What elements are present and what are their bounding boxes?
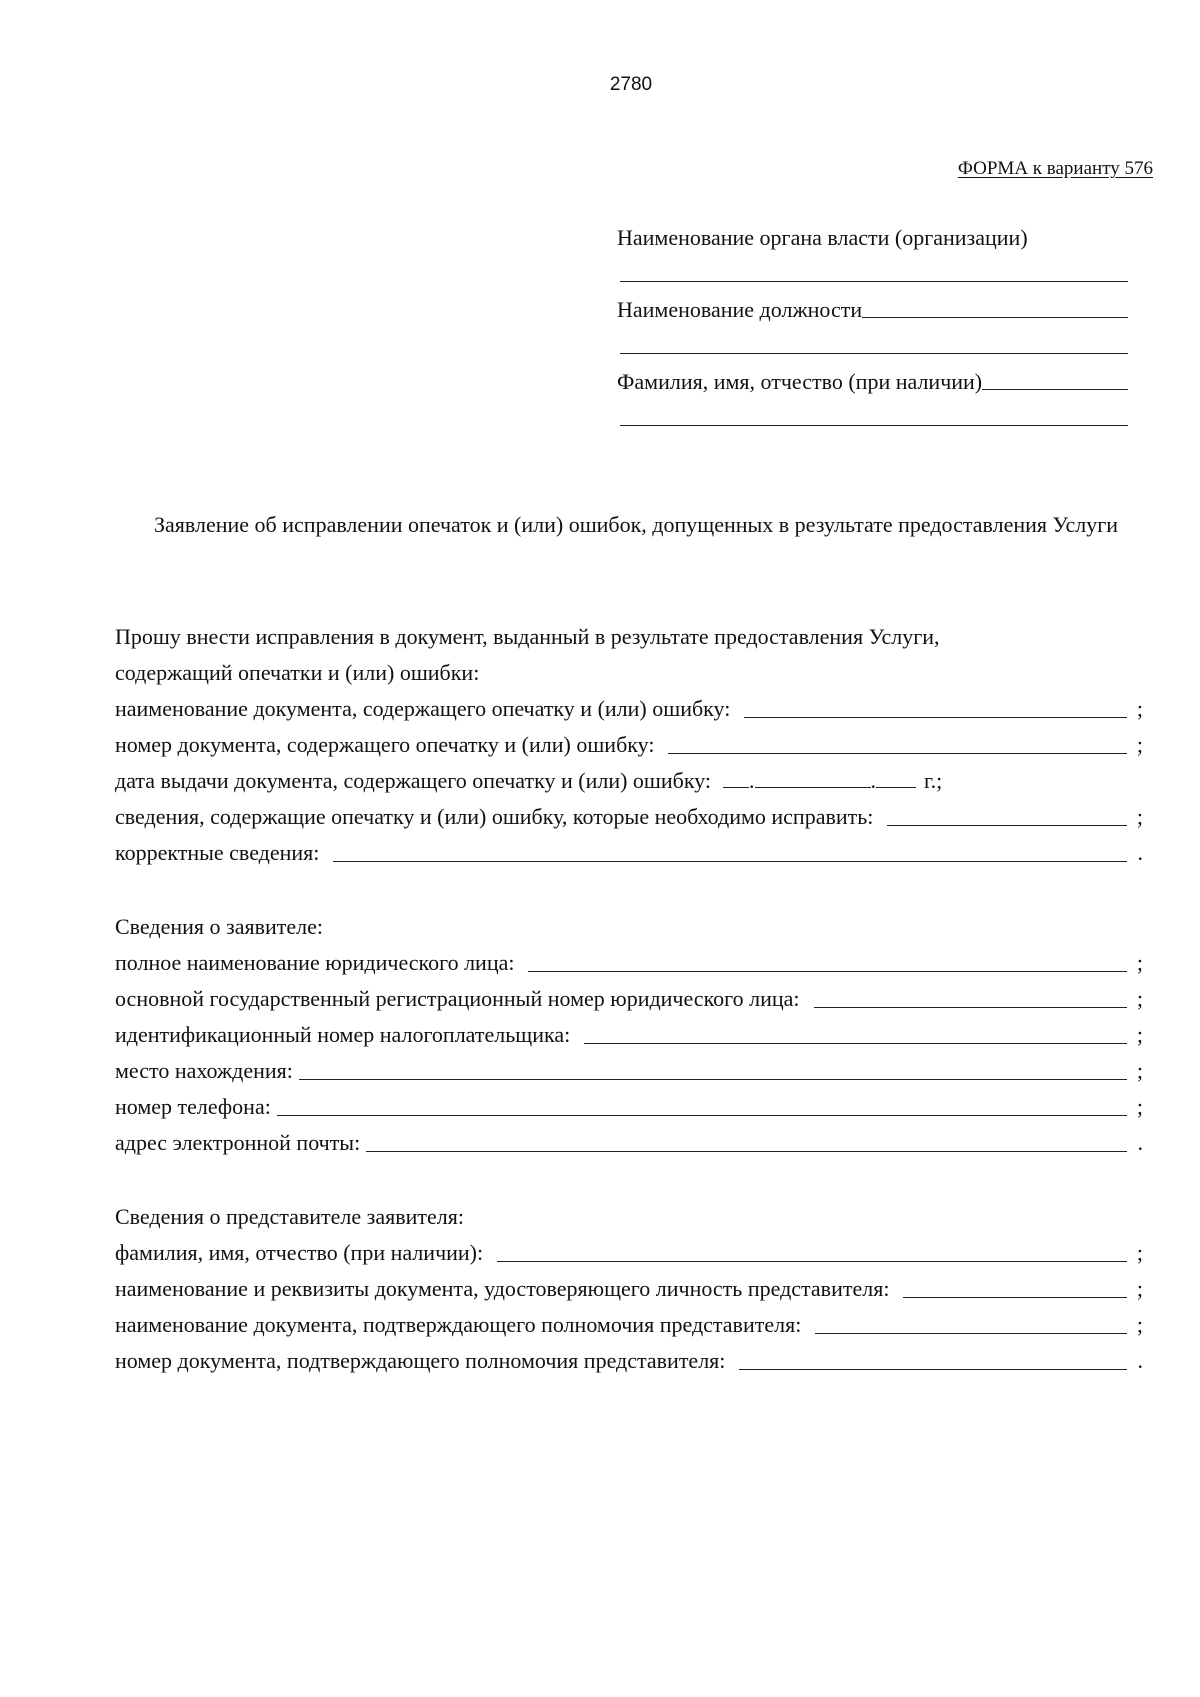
ogrn-field[interactable]: [814, 1006, 1127, 1008]
representative-section: [115, 1194, 1143, 1374]
document-number-label: номер документа, содержащего опечатку и (или) ошибку:: [115, 732, 655, 757]
applicant-section: [115, 904, 1143, 1156]
legal-entity-name-row: [115, 940, 1143, 976]
form-reference: ФОРМА к варианту 576: [957, 158, 1153, 179]
phone-label: номер телефона:: [115, 1094, 271, 1119]
authority-document-name-row: [115, 1302, 1143, 1338]
applicant-heading-row: [115, 904, 1143, 940]
inn-label: идентификационный номер налогоплательщика:: [115, 1022, 571, 1047]
representative-fio-row: [115, 1230, 1143, 1266]
correct-info-label: корректные сведения:: [115, 840, 320, 865]
representative-fio-field[interactable]: [497, 1260, 1127, 1262]
ogrn-label: основной государственный регистрационный номер юридического лица:: [115, 986, 800, 1011]
issue-year-field[interactable]: [876, 767, 916, 788]
document-name-field[interactable]: [744, 716, 1127, 718]
representative-heading-row: [115, 1194, 1143, 1230]
document-number-field[interactable]: [668, 752, 1127, 754]
issue-date-suffix: г.;: [924, 768, 943, 793]
representative-heading: Сведения о представителе заявителя:: [115, 1204, 464, 1229]
authority-name-row: [617, 214, 1128, 250]
authority-document-number-label: номер документа, подтверждающего полномочия представителя:: [115, 1348, 726, 1373]
request-section: [115, 614, 1143, 866]
issue-day-field[interactable]: [723, 767, 749, 788]
row-end: ;: [1136, 804, 1143, 829]
document-title: Заявление об исправлении опечаток и (или) ошибок, допущенных в результате предоставления Услуги: [154, 512, 1118, 537]
issue-month-field[interactable]: [755, 767, 871, 788]
correct-info-field[interactable]: [333, 860, 1127, 862]
issue-date-row: [115, 758, 1143, 794]
issue-date-field[interactable]: . .: [723, 767, 916, 794]
error-info-label: сведения, содержащие опечатку и (или) ошибку, которые необходимо исправить:: [115, 804, 874, 829]
position-field[interactable]: [862, 316, 1128, 318]
email-field[interactable]: [366, 1150, 1127, 1152]
identity-document-row: [115, 1266, 1143, 1302]
error-info-field[interactable]: [887, 824, 1127, 826]
email-row: [115, 1120, 1143, 1156]
position-underline: [620, 353, 1128, 354]
fio-field-continuation[interactable]: [617, 394, 1128, 430]
row-end: .: [1137, 840, 1143, 865]
authority-document-name-label: наименование документа, подтверждающего полномочия представителя:: [115, 1312, 802, 1337]
document-name-label: наименование документа, содержащего опечатку и (или) ошибку:: [115, 696, 731, 721]
row-end: ;: [1136, 1022, 1143, 1047]
document-name-row: [115, 686, 1143, 722]
email-label: адрес электронной почты:: [115, 1130, 361, 1155]
row-end: ;: [1136, 1240, 1143, 1265]
row-end: .: [1137, 1348, 1143, 1373]
row-end: ;: [1136, 950, 1143, 975]
authority-name-field[interactable]: [617, 250, 1128, 286]
fio-underline: [620, 425, 1128, 426]
error-info-row: [115, 794, 1143, 830]
intro-text-1: Прошу внести исправления в документ, выданный в результате предоставления Услуги,: [115, 624, 940, 649]
inn-row: [115, 1012, 1143, 1048]
identity-document-field[interactable]: [903, 1296, 1127, 1298]
position-row: [617, 286, 1128, 322]
location-row: [115, 1048, 1143, 1084]
legal-entity-name-label: полное наименование юридического лица:: [115, 950, 515, 975]
authority-name-label: Наименование органа власти (организации): [617, 225, 1028, 250]
row-end: .: [1137, 1130, 1143, 1155]
fio-field[interactable]: [982, 388, 1128, 390]
addressee-block: [617, 214, 1128, 430]
document-number-row: [115, 722, 1143, 758]
inn-field[interactable]: [584, 1042, 1127, 1044]
authority-document-number-row: [115, 1338, 1143, 1374]
position-label: Наименование должности: [617, 297, 863, 322]
fio-label: Фамилия, имя, отчество (при наличии): [617, 369, 983, 394]
correct-info-row: [115, 830, 1143, 866]
row-end: ;: [1136, 696, 1143, 721]
phone-row: [115, 1084, 1143, 1120]
row-end: ;: [1136, 1276, 1143, 1301]
representative-fio-label: фамилия, имя, отчество (при наличии):: [115, 1240, 484, 1265]
legal-entity-name-field[interactable]: [528, 970, 1127, 972]
ogrn-row: [115, 976, 1143, 1012]
applicant-heading: Сведения о заявителе:: [115, 914, 324, 939]
intro-line-2: [115, 650, 1143, 686]
authority-name-underline: [620, 281, 1128, 282]
row-end: ;: [1136, 1094, 1143, 1119]
authority-document-number-field[interactable]: [739, 1368, 1127, 1370]
row-end: ;: [1136, 1058, 1143, 1083]
fio-row: [617, 358, 1128, 394]
phone-field[interactable]: [277, 1114, 1127, 1116]
row-end: ;: [1136, 986, 1143, 1011]
intro-text-2: содержащий опечатки и (или) ошибки:: [115, 660, 480, 685]
intro-line-1: [115, 614, 1143, 650]
row-end: ;: [1136, 732, 1143, 757]
position-field-continuation[interactable]: [617, 322, 1128, 358]
location-label: место нахождения:: [115, 1058, 293, 1083]
page-number: 2780: [609, 74, 653, 95]
location-field[interactable]: [299, 1078, 1127, 1080]
issue-date-label: дата выдачи документа, содержащего опечатку и (или) ошибку:: [115, 768, 712, 793]
authority-document-name-field[interactable]: [815, 1332, 1127, 1334]
row-end: ;: [1136, 1312, 1143, 1337]
identity-document-label: наименование и реквизиты документа, удостоверяющего личность представителя:: [115, 1276, 890, 1301]
